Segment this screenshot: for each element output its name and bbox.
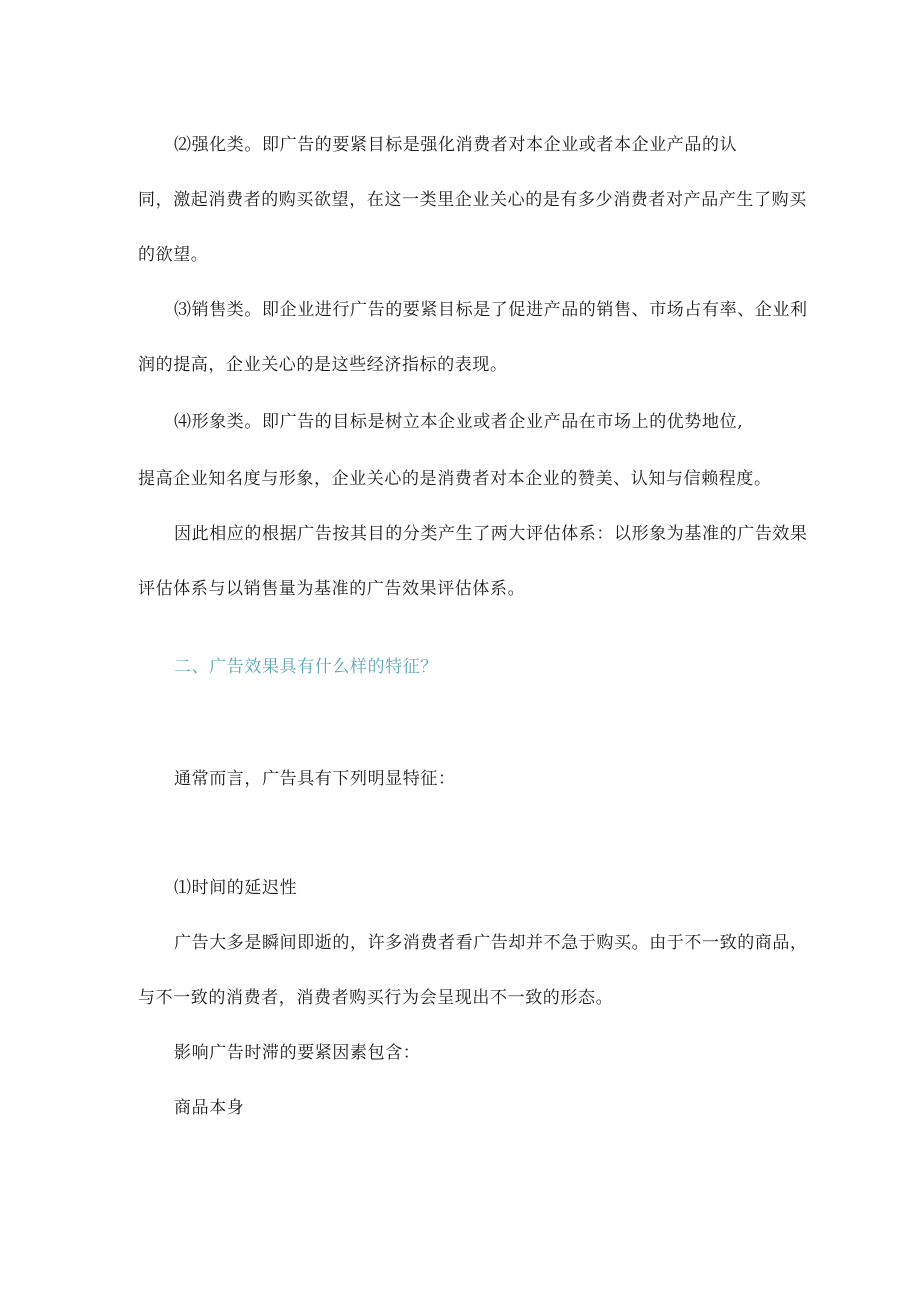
paragraph-image-line-1: ⑷形象类。即广告的目标是树立本企业或者企业产品在市场上的优势地位, <box>174 412 744 432</box>
subheading-delay: ⑴时间的延迟性 <box>174 878 298 898</box>
paragraph-sales-line-2: 润的提高，企业关心的是这些经济指标的表现。 <box>138 355 508 375</box>
section-heading: 二、广告效果具有什么样的特征？ <box>174 657 438 677</box>
paragraph-reinforcement-line-3: 的欲望。 <box>138 245 209 265</box>
list-item-product: 商品本身 <box>174 1098 245 1118</box>
paragraph-reinforcement-line-1: ⑵强化类。即广告的要紧目标是强化消费者对本企业或者本企业产品的认 <box>174 135 738 155</box>
paragraph-image-line-2: 提高企业知名度与形象，企业关心的是消费者对本企业的赞美、认知与信赖程度。 <box>138 469 772 489</box>
paragraph-evaluation-line-2: 评估体系与以销售量为基准的广告效果评估体系。 <box>138 579 526 599</box>
paragraph-reinforcement-line-2: 同，激起消费者的购买欲望，在这一类里企业关心的是有多少消费者对产品产生了购买 <box>138 190 807 210</box>
paragraph-intro: 通常而言，广告具有下列明显特征： <box>174 769 456 789</box>
paragraph-factors: 影响广告时滞的要紧因素包含： <box>174 1043 421 1063</box>
paragraph-delay-line-1: 广告大多是瞬间即逝的，许多消费者看广告却并不急于购买。由于不一致的商品， <box>174 933 808 953</box>
paragraph-delay-line-2: 与不一致的消费者，消费者购买行为会呈现出不一致的形态。 <box>138 988 614 1008</box>
paragraph-evaluation-line-1: 因此相应的根据广告按其目的分类产生了两大评估体系：以形象为基准的广告效果 <box>174 524 808 544</box>
paragraph-sales-line-1: ⑶销售类。即企业进行广告的要紧目标是了促进产品的销售、市场占有率、企业利 <box>174 300 808 320</box>
